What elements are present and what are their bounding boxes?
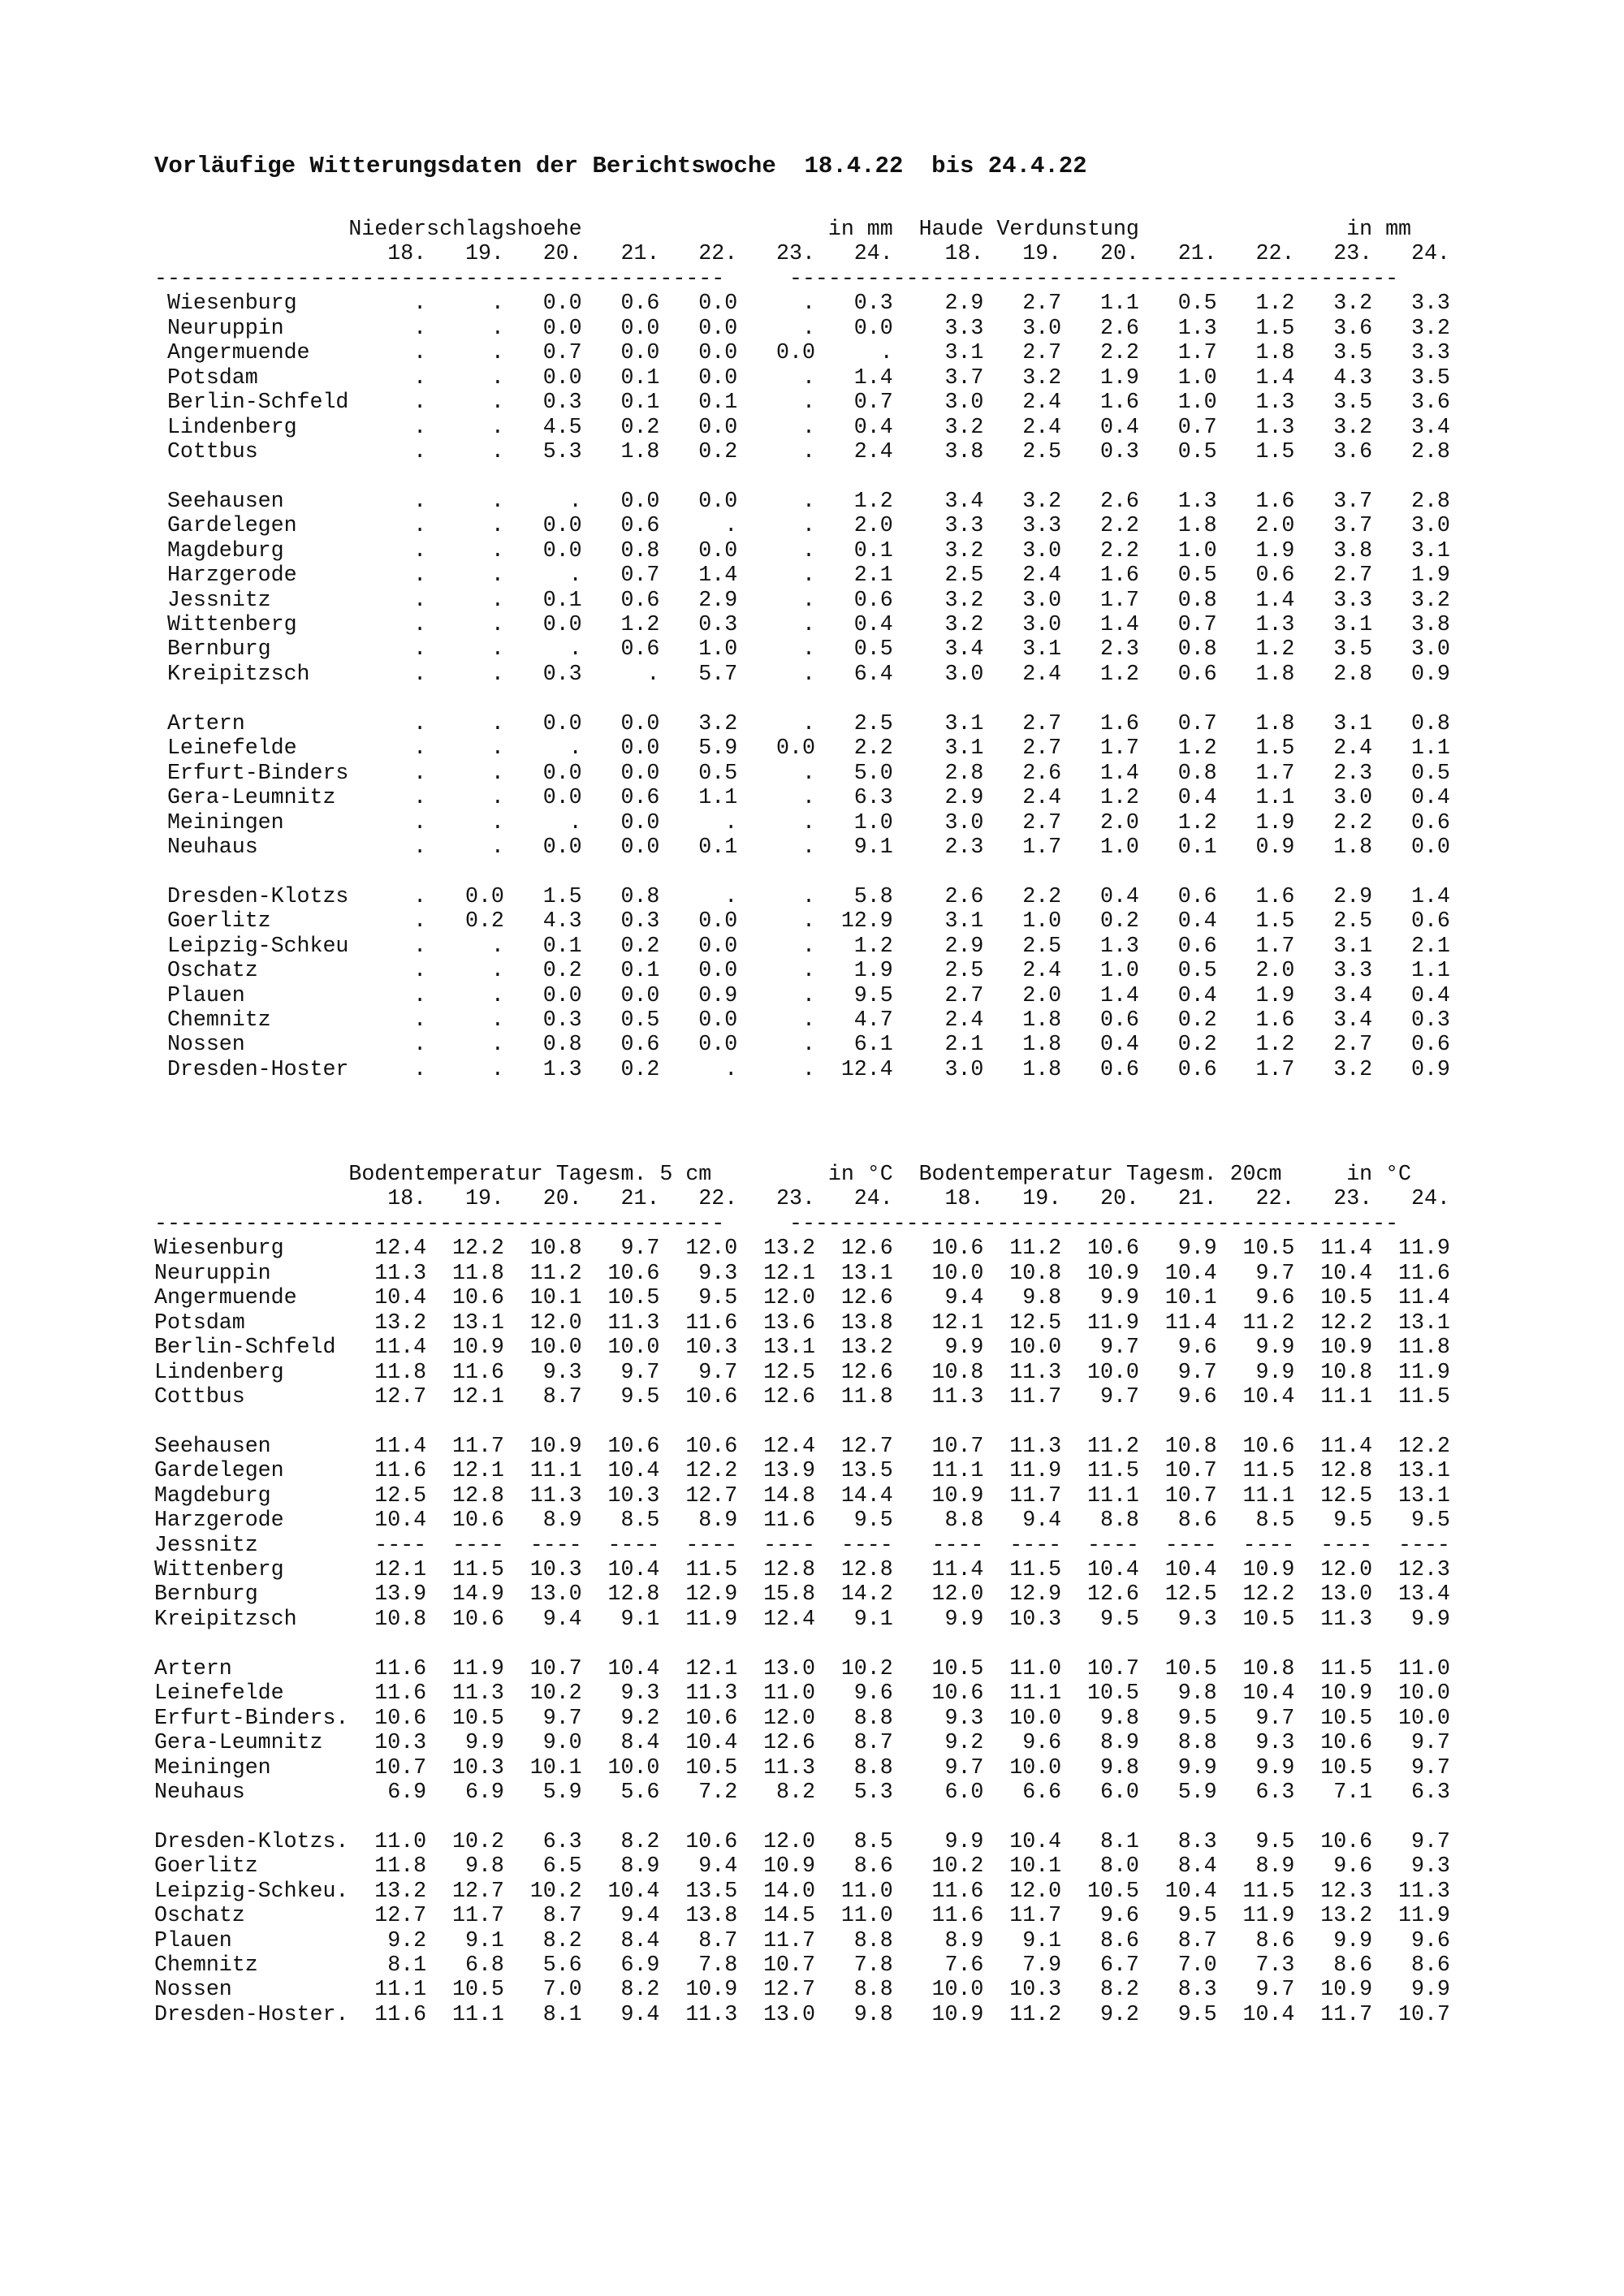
station-row: Gardelegen . . 0.0 0.6 . . 2.0 3.3 3.3 2.2 1.8 2.0 3.7 3.0 bbox=[154, 513, 1450, 538]
station-row: Bernburg . . . 0.6 1.0 . 0.5 3.4 3.1 2.3 0.8 1.2 3.5 3.0 bbox=[154, 637, 1450, 662]
station-row: Oschatz 12.7 11.7 8.7 9.4 13.8 14.5 11.0 11.6 11.7 9.6 9.5 11.9 13.2 11.9 bbox=[154, 1903, 1450, 1928]
soil-temperature-table bbox=[154, 1162, 1450, 2026]
station-row: Dresden-Klotzs. 11.0 10.2 6.3 8.2 10.6 12.0 8.5 9.9 10.4 8.1 8.3 9.5 10.6 9.7 bbox=[154, 1828, 1450, 1854]
station-row: Dresden-Klotzs . 0.0 1.5 0.8 . . 5.8 2.6 2.2 0.4 0.6 1.6 2.9 1.4 bbox=[154, 883, 1450, 908]
station-row: Wittenberg 12.1 11.5 10.3 10.4 11.5 12.8 12.8 11.4 11.5 10.4 10.4 10.9 12.0 12.3 bbox=[154, 1557, 1450, 1582]
station-row: Gera-Leumnitz 10.3 9.9 9.0 8.4 10.4 12.6 8.7 9.2 9.6 8.9 8.8 9.3 10.6 9.7 bbox=[154, 1730, 1450, 1755]
station-row: Potsdam 13.2 13.1 12.0 11.3 11.6 13.6 13.8 12.1 12.5 11.9 11.4 11.2 12.2 13.1 bbox=[154, 1310, 1450, 1335]
section-header: Niederschlagshoehe in mm Haude Verdunstung in mm bbox=[154, 217, 1412, 241]
day-header: 18. 19. 20. 21. 22. 23. 24. 18. 19. 20. 21. 22. 23. 24. bbox=[154, 1186, 1450, 1211]
day-header: 18. 19. 20. 21. 22. 23. 24. 18. 19. 20. 21. 22. 23. 24. bbox=[154, 241, 1450, 266]
page-title: Vorläufige Witterungsdaten der Berichtswoche 18.4.22 bis 24.4.22 bbox=[154, 153, 1087, 179]
group-spacer bbox=[154, 859, 1450, 883]
station-row: Leipzig-Schkeu. 13.2 12.7 10.2 10.4 13.5 14.0 11.0 11.6 12.0 10.5 10.4 11.5 12.3 11.3 bbox=[154, 1878, 1450, 1903]
station-row: Jessnitz . . 0.1 0.6 2.9 . 0.6 3.2 3.0 1.7 0.8 1.4 3.3 3.2 bbox=[154, 587, 1450, 612]
station-row: Oschatz . . 0.2 0.1 0.0 . 1.9 2.5 2.4 1.0 0.5 2.0 3.3 1.1 bbox=[154, 958, 1450, 983]
station-row: Plauen 9.2 9.1 8.2 8.4 8.7 11.7 8.8 8.9 9.1 8.6 8.7 8.6 9.9 9.6 bbox=[154, 1927, 1450, 1953]
station-row: Chemnitz 8.1 6.8 5.6 6.9 7.8 10.7 7.8 7.6 7.9 6.7 7.0 7.3 8.6 8.6 bbox=[154, 1953, 1450, 1977]
group-spacer bbox=[154, 686, 1450, 710]
station-row: Gera-Leumnitz . . 0.0 0.6 1.1 . 6.3 2.9 2.4 1.2 0.4 1.1 3.0 0.4 bbox=[154, 785, 1450, 810]
station-row: Harzgerode . . . 0.7 1.4 . 2.1 2.5 2.4 1.6 0.5 0.6 2.7 1.9 bbox=[154, 563, 1450, 588]
station-row: Neuhaus . . 0.0 0.0 0.1 . 9.1 2.3 1.7 1.0 0.1 0.9 1.8 0.0 bbox=[154, 834, 1450, 859]
station-row: Neuruppin . . 0.0 0.0 0.0 . 0.0 3.3 3.0 2.6 1.3 1.5 3.6 3.2 bbox=[154, 315, 1450, 340]
station-row: Chemnitz . . 0.3 0.5 0.0 . 4.7 2.4 1.8 0.6 0.2 1.6 3.4 0.3 bbox=[154, 1008, 1450, 1032]
station-row: Jessnitz ---- ---- ---- ---- ---- ---- ---- ---- ---- ---- ---- ---- ---- ---- bbox=[154, 1532, 1450, 1557]
station-row: Meiningen 10.7 10.3 10.1 10.0 10.5 11.3 8.8 9.7 10.0 9.8 9.9 9.9 10.5 9.7 bbox=[154, 1754, 1450, 1780]
station-row: Artern . . 0.0 0.0 3.2 . 2.5 3.1 2.7 1.6 0.7 1.8 3.1 0.8 bbox=[154, 710, 1450, 736]
station-row: Erfurt-Binders. 10.6 10.5 9.7 9.2 10.6 12.0 8.8 9.3 10.0 9.8 9.5 9.7 10.5 10.0 bbox=[154, 1705, 1450, 1730]
station-row: Magdeburg 12.5 12.8 11.3 10.3 12.7 14.8 14.4 10.9 11.7 11.1 10.7 11.1 12.5 13.1 bbox=[154, 1482, 1450, 1508]
separator: -------------------------------------------- ----------------------------------------------- bbox=[154, 1211, 1399, 1236]
station-row: Plauen . . 0.0 0.0 0.9 . 9.5 2.7 2.0 1.4 0.4 1.9 3.4 0.4 bbox=[154, 982, 1450, 1008]
station-row: Erfurt-Binders . . 0.0 0.0 0.5 . 5.0 2.8 2.6 1.4 0.8 1.7 2.3 0.5 bbox=[154, 760, 1450, 785]
station-row: Leipzig-Schkeu . . 0.1 0.2 0.0 . 1.2 2.9 2.5 1.3 0.6 1.7 3.1 2.1 bbox=[154, 933, 1450, 958]
station-row: Wiesenburg 12.4 12.2 10.8 9.7 12.0 13.2 12.6 10.6 11.2 10.6 9.9 10.5 11.4 11.9 bbox=[154, 1236, 1450, 1261]
station-row: Nossen . . 0.8 0.6 0.0 . 6.1 2.1 1.8 0.4 0.2 1.2 2.7 0.6 bbox=[154, 1032, 1450, 1057]
station-row: Angermuende 10.4 10.6 10.1 10.5 9.5 12.0 12.6 9.4 9.8 9.9 10.1 9.6 10.5 11.4 bbox=[154, 1285, 1450, 1310]
separator: -------------------------------------------- ----------------------------------------------- bbox=[154, 265, 1399, 291]
station-row: Wiesenburg . . 0.0 0.6 0.0 . 0.3 2.9 2.7 1.1 0.5 1.2 3.2 3.3 bbox=[154, 291, 1450, 316]
station-row: Kreipitzsch 10.8 10.6 9.4 9.1 11.9 12.4 9.1 9.9 10.3 9.5 9.3 10.5 11.3 9.9 bbox=[154, 1606, 1450, 1631]
station-row: Dresden-Hoster. 11.6 11.1 8.1 9.4 11.3 13.0 9.8 10.9 11.2 9.2 9.5 10.4 11.7 10.7 bbox=[154, 2001, 1450, 2026]
station-row: Berlin-Schfeld 11.4 10.9 10.0 10.0 10.3 13.1 13.2 9.9 10.0 9.7 9.6 9.9 10.9 11.8 bbox=[154, 1335, 1450, 1360]
station-row: Leinefelde . . . 0.0 5.9 0.0 2.2 3.1 2.7 1.7 1.2 1.5 2.4 1.1 bbox=[154, 736, 1450, 761]
station-row: Artern 11.6 11.9 10.7 10.4 12.1 13.0 10.2 10.5 11.0 10.7 10.5 10.8 11.5 11.0 bbox=[154, 1655, 1450, 1681]
station-row: Berlin-Schfeld . . 0.3 0.1 0.1 . 0.7 3.0 2.4 1.6 1.0 1.3 3.5 3.6 bbox=[154, 390, 1450, 415]
station-row: Goerlitz 11.8 9.8 6.5 8.9 9.4 10.9 8.6 10.2 10.1 8.0 8.4 8.9 9.6 9.3 bbox=[154, 1854, 1450, 1879]
station-row: Neuhaus 6.9 6.9 5.9 5.6 7.2 8.2 5.3 6.0 6.6 6.0 5.9 6.3 7.1 6.3 bbox=[154, 1779, 1450, 1804]
station-row: Meiningen . . . 0.0 . . 1.0 3.0 2.7 2.0 1.2 1.9 2.2 0.6 bbox=[154, 809, 1450, 835]
station-row: Lindenberg 11.8 11.6 9.3 9.7 9.7 12.5 12.6 10.8 11.3 10.0 9.7 9.9 10.8 11.9 bbox=[154, 1359, 1450, 1384]
station-row: Lindenberg . . 4.5 0.2 0.0 . 0.4 3.2 2.4 0.4 0.7 1.3 3.2 3.4 bbox=[154, 414, 1450, 439]
station-row: Nossen 11.1 10.5 7.0 8.2 10.9 12.7 8.8 10.0 10.3 8.2 8.3 9.7 10.9 9.9 bbox=[154, 1977, 1450, 2002]
station-row: Cottbus . . 5.3 1.8 0.2 . 2.4 3.8 2.5 0.3 0.5 1.5 3.6 2.8 bbox=[154, 438, 1450, 464]
station-row: Angermuende . . 0.7 0.0 0.0 0.0 . 3.1 2.7 2.2 1.7 1.8 3.5 3.3 bbox=[154, 340, 1450, 365]
station-row: Wittenberg . . 0.0 1.2 0.3 . 0.4 3.2 3.0 1.4 0.7 1.3 3.1 3.8 bbox=[154, 612, 1450, 637]
section-header: Bodentemperatur Tagesm. 5 cm in °C Bodentemperatur Tagesm. 20cm in °C bbox=[154, 1162, 1412, 1186]
station-row: Cottbus 12.7 12.1 8.7 9.5 10.6 12.6 11.8 11.3 11.7 9.7 9.6 10.4 11.1 11.5 bbox=[154, 1383, 1450, 1409]
station-row: Neuruppin 11.3 11.8 11.2 10.6 9.3 12.1 13.1 10.0 10.8 10.9 10.4 9.7 10.4 11.6 bbox=[154, 1260, 1450, 1285]
station-row: Seehausen . . . 0.0 0.0 . 1.2 3.4 3.2 2.6 1.3 1.6 3.7 2.8 bbox=[154, 488, 1450, 513]
station-row: Leinefelde 11.6 11.3 10.2 9.3 11.3 11.0 9.6 10.6 11.1 10.5 9.8 10.4 10.9 10.0 bbox=[154, 1681, 1450, 1706]
station-row: Seehausen 11.4 11.7 10.9 10.6 10.6 12.4 12.7 10.7 11.3 11.2 10.8 10.6 11.4 12.2 bbox=[154, 1433, 1450, 1458]
station-row: Harzgerode 10.4 10.6 8.9 8.5 8.9 11.6 9.5 8.8 9.4 8.8 8.6 8.5 9.5 9.5 bbox=[154, 1508, 1450, 1533]
station-row: Bernburg 13.9 14.9 13.0 12.8 12.9 15.8 14.2 12.0 12.9 12.6 12.5 12.2 13.0 13.4 bbox=[154, 1582, 1450, 1607]
group-spacer bbox=[154, 1631, 1450, 1655]
group-spacer bbox=[154, 1409, 1450, 1433]
station-row: Kreipitzsch . . 0.3 . 5.7 . 6.4 3.0 2.4 1.2 0.6 1.8 2.8 0.9 bbox=[154, 661, 1450, 686]
station-row: Goerlitz . 0.2 4.3 0.3 0.0 . 12.9 3.1 1.0 0.2 0.4 1.5 2.5 0.6 bbox=[154, 908, 1450, 934]
precip-evaporation-table bbox=[154, 217, 1450, 1081]
station-row: Gardelegen 11.6 12.1 11.1 10.4 12.2 13.9 13.5 11.1 11.9 11.5 10.7 11.5 12.8 13.1 bbox=[154, 1458, 1450, 1483]
station-row: Magdeburg . . 0.0 0.8 0.0 . 0.1 3.2 3.0 2.2 1.0 1.9 3.8 3.1 bbox=[154, 537, 1450, 563]
group-spacer bbox=[154, 464, 1450, 488]
station-row: Potsdam . . 0.0 0.1 0.0 . 1.4 3.7 3.2 1.9 1.0 1.4 4.3 3.5 bbox=[154, 365, 1450, 390]
group-spacer bbox=[154, 1804, 1450, 1828]
station-row: Dresden-Hoster . . 1.3 0.2 . . 12.4 3.0 1.8 0.6 0.6 1.7 3.2 0.9 bbox=[154, 1056, 1450, 1081]
